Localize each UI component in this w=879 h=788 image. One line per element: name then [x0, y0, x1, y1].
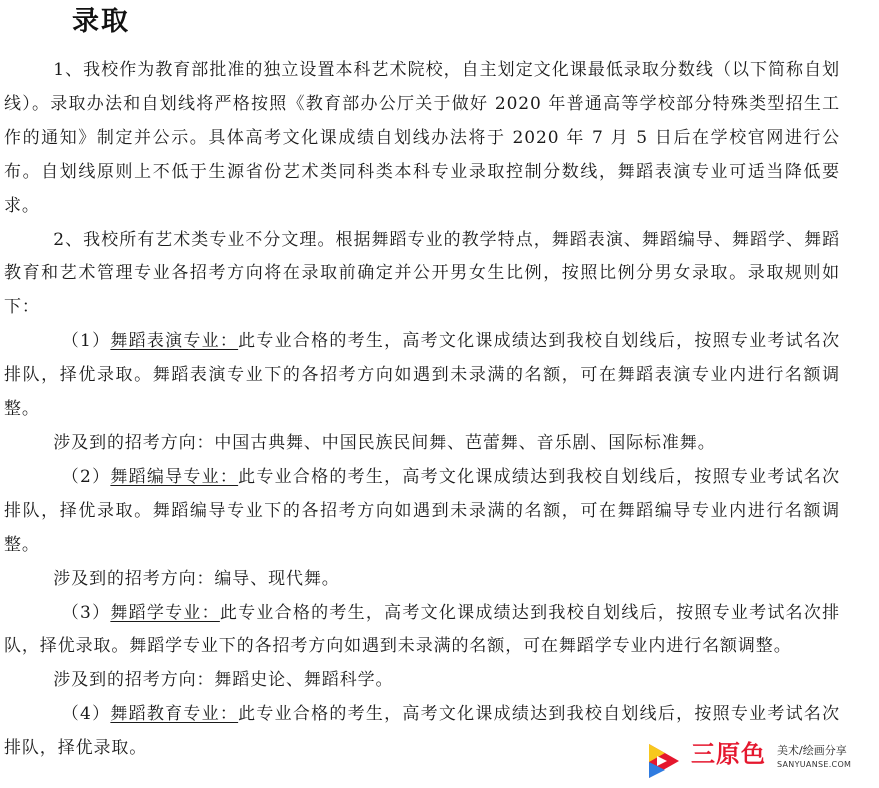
play-logo-icon [645, 742, 683, 780]
admission-rule-3 [4, 597, 840, 665]
rule-number: （1） [61, 331, 111, 352]
admission-directions-2: 涉及到的招考方向：编导、现代舞。 [53, 568, 340, 589]
admission-directions-3: 涉及到的招考方向：舞蹈史论、舞蹈科学。 [53, 670, 394, 691]
rule-number: （3） [61, 602, 111, 623]
admission-rule-2 [4, 461, 840, 563]
rule-text: 此专业合格的考生，高考文化课成绩达到我校自划线后，按照专业考试名次排队，择优录取。舞蹈学专业下的各招考方向如遇到未录满的名额，可在舞蹈学专业内进行名额调整。 [4, 602, 840, 657]
document-body [4, 54, 840, 766]
major-name-dance-performance: 舞蹈表演专业： [110, 331, 239, 352]
major-name-dance-studies: 舞蹈学专业： [110, 602, 220, 623]
section-title: 录取 [72, 6, 130, 37]
watermark [645, 738, 875, 782]
admission-rule-1 [4, 325, 840, 427]
admission-directions-1: 涉及到的招考方向：中国古典舞、中国民族民间舞、芭蕾舞、音乐剧、国际标准舞。 [53, 432, 716, 453]
paragraph-1: 1、我校作为教育部批准的独立设置本科艺术院校，自主划定文化课最低录取分数线（以下简称自划线）。录取办法和自划线将严格按照《教育部办公厅关于做好 2020 年普通高等学校部分特殊类型招生工作的通知》制定并公示。具体高考文化课成绩自划线办法将于 2020 年 7 月 5 日后在学校官网进行公布。自划线原则上不低于生源省份艺术类同科类本科专业录取控制分数线，舞蹈表演专业可适当降低要求。 [4, 60, 840, 216]
paragraph-2: 2、我校所有艺术类专业不分文理。根据舞蹈专业的教学特点，舞蹈表演、舞蹈编导、舞蹈学、舞蹈教育和艺术管理专业各招考方向将在录取前确定并公开男女生比例，按照比例分男女录取。录取规则如下： [4, 229, 840, 318]
rule-text: 此专业合格的考生，高考文化课成绩达到我校自划线后，按照专业考试名次排队，择优录取。 [4, 704, 840, 759]
rule-number: （2） [61, 466, 111, 487]
major-name-dance-education: 舞蹈教育专业： [110, 704, 239, 725]
watermark-brand: 三原色 [691, 740, 766, 768]
major-name-choreography: 舞蹈编导专业： [110, 466, 239, 487]
watermark-tagline: 美术/绘画分享 [777, 744, 847, 757]
rule-text: 此专业合格的考生，高考文化课成绩达到我校自划线后，按照专业考试名次排队，择优录取。舞蹈表演专业下的各招考方向如遇到未录满的名额，可在舞蹈表演专业内进行名额调整。 [4, 331, 840, 420]
rule-text: 此专业合格的考生，高考文化课成绩达到我校自划线后，按照专业考试名次排队，择优录取。舞蹈编导专业下的各招考方向如遇到未录满的名额，可在舞蹈编导专业内进行名额调整。 [4, 466, 840, 555]
rule-number: （4） [61, 704, 111, 725]
watermark-url: SANYUANSE.COM [777, 760, 852, 769]
